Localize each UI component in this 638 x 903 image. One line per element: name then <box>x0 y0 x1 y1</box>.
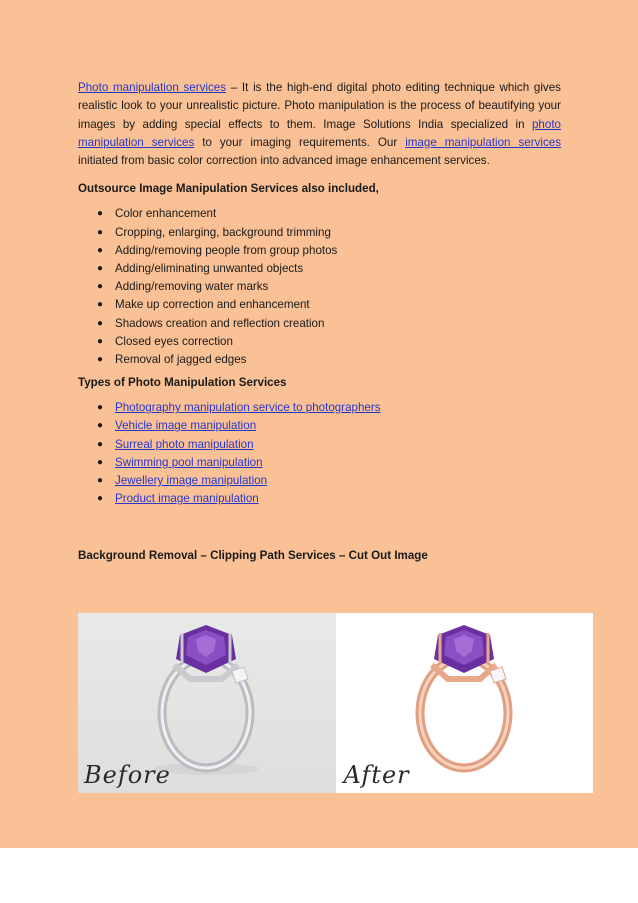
bullet-icon: ● <box>97 226 104 238</box>
photography-manipulation-link[interactable]: Photography manipulation service to photographers <box>115 401 381 415</box>
list-item: ● Color enhancement <box>78 205 561 223</box>
after-caption: After <box>343 761 410 789</box>
included-services-heading: Outsource Image Manipulation Services also included, <box>78 182 379 196</box>
list-item: ● Adding/removing water marks <box>78 278 561 296</box>
bullet-icon: ● <box>97 244 104 256</box>
intro-text-3: initiated from basic color correction into advanced image enhancement services. <box>78 154 490 168</box>
background-removal-heading: Background Removal – Clipping Path Services – Cut Out Image <box>78 549 428 563</box>
bullet-icon: ● <box>97 281 104 293</box>
bullet-icon: ● <box>97 493 104 505</box>
list-item <box>78 417 561 435</box>
surreal-manipulation-link[interactable]: Surreal photo manipulation <box>115 437 254 451</box>
intro-text-1: – It is the high-end digital photo editing technique which gives realistic look to your unrealistic picture. Photo manipulation is the process of beautifying your images by adding special effects to them. Image Solutions India specialized in <box>78 81 561 131</box>
bullet-icon: ● <box>97 335 104 347</box>
before-panel <box>78 613 336 793</box>
jewellery-manipulation-link[interactable]: Jewellery image manipulation <box>115 473 268 487</box>
manipulation-types-heading: Types of Photo Manipulation Services <box>78 376 287 390</box>
before-after-image <box>78 613 593 793</box>
bullet-icon: ● <box>97 438 104 450</box>
bullet-icon: ● <box>97 317 104 329</box>
image-manipulation-services-link[interactable]: image manipulation services <box>405 135 562 149</box>
manipulation-types-list <box>78 399 561 508</box>
list-item: ● Adding/eliminating unwanted objects <box>78 260 561 278</box>
after-panel <box>336 613 594 793</box>
list-item: ● Shadows creation and reflection creation <box>78 315 561 333</box>
list-item: ● Closed eyes correction <box>78 333 561 351</box>
list-item: ● Removal of jagged edges <box>78 351 561 369</box>
page-content <box>78 79 561 562</box>
list-item: ● Make up correction and enhancement <box>78 296 561 314</box>
intro-paragraph <box>78 79 561 170</box>
included-services-list <box>78 205 561 369</box>
bullet-icon: ● <box>97 299 104 311</box>
intro-text-2: to your imaging requirements. Our <box>194 135 406 149</box>
bullet-icon: ● <box>97 402 104 414</box>
list-item <box>78 490 561 508</box>
list-item <box>78 436 561 454</box>
list-item: ● Cropping, enlarging, background trimming <box>78 224 561 242</box>
bullet-icon: ● <box>97 420 104 432</box>
bullet-icon: ● <box>97 456 104 468</box>
bullet-icon: ● <box>97 474 104 486</box>
bullet-icon: ● <box>97 263 104 275</box>
list-item <box>78 472 561 490</box>
bullet-icon: ● <box>97 353 104 365</box>
bullet-icon: ● <box>97 208 104 220</box>
list-item <box>78 399 561 417</box>
photo-manipulation-services-link-1[interactable]: Photo manipulation services <box>78 81 227 94</box>
vehicle-manipulation-link[interactable]: Vehicle image manipulation <box>115 419 257 433</box>
photo-manipulation-services-link-2[interactable]: photo manipulation services <box>78 117 561 149</box>
product-manipulation-link[interactable]: Product image manipulation <box>115 492 259 506</box>
list-item <box>78 454 561 472</box>
swimming-pool-manipulation-link[interactable]: Swimming pool manipulation <box>115 455 263 469</box>
list-item: ● Adding/removing people from group photos <box>78 242 561 260</box>
before-caption: Before <box>84 761 171 789</box>
